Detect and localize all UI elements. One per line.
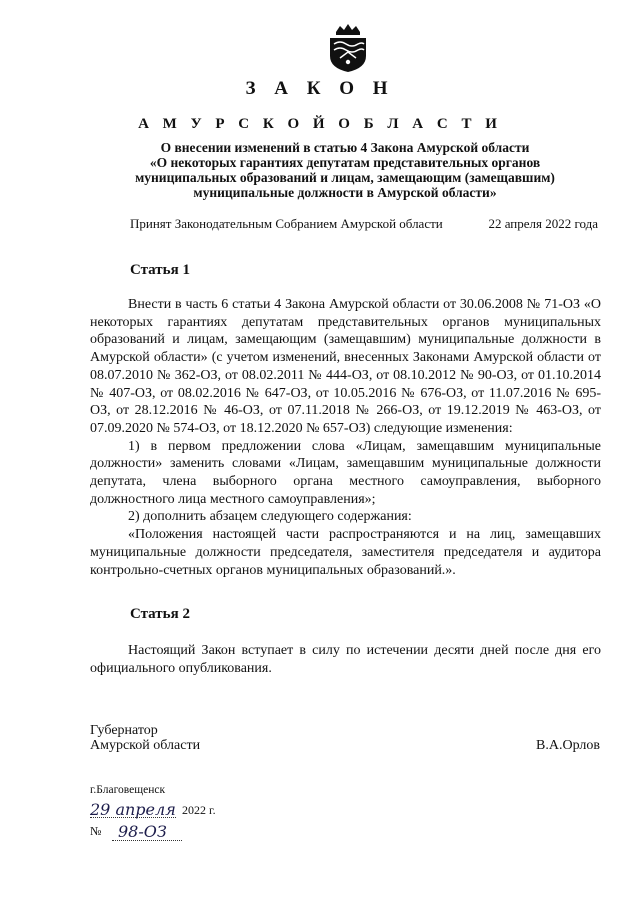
article-1-paragraph: 2) дополнить абзацем следующего содержания:	[128, 509, 412, 525]
coat-of-arms-icon	[326, 22, 370, 74]
handwritten-date: 29 апреля	[90, 800, 176, 819]
signing-year: 2022 г.	[182, 803, 216, 817]
adopted-date: 22 апреля 2022 года	[488, 216, 598, 231]
subject-line: муниципальные должности в Амурской области»	[193, 185, 497, 200]
signing-place: г.Благовещенск	[90, 784, 166, 796]
signing-date	[90, 800, 240, 822]
article-1-paragraph: «Положения настоящей части распространяются и на лиц, замещавших муниципальные должности председателя, заместителя председателя и аудитора контрольно-счетных органов муниципальных образований.».	[90, 527, 601, 578]
handwritten-number: 98-ОЗ	[118, 822, 167, 841]
article-2-heading: Статья 2	[130, 606, 190, 622]
law-number	[90, 822, 240, 846]
subject-line: «О некоторых гарантиях депутатам представительных органов	[149, 155, 541, 170]
adopted-by: Принят Законодательным Собранием Амурской области	[130, 216, 443, 231]
law-subject	[90, 140, 600, 200]
signer-position-line: Амурской области	[90, 738, 201, 753]
article-1-body	[90, 296, 601, 579]
signer-name: В.А.Орлов	[536, 738, 600, 753]
article-2-paragraph: Настоящий Закон вступает в силу по истечении десяти дней после дня его официального опубликования.	[90, 643, 601, 676]
article-1-heading: Статья 1	[130, 262, 190, 278]
subject-line: муниципальных образований и лицам, замещающим (замещавшим)	[135, 170, 555, 185]
article-1-paragraph: 1) в первом предложении слова «Лицам, замещавшим муниципальные должности» заменить словами «Лицам, замещавшим муниципальные должности депутата, члена выборного органа местного самоуправления, выборного должностного лица местного самоуправления»;	[90, 438, 601, 507]
signer-position-line: Губернатор	[90, 723, 158, 738]
article-1-paragraph: Внести в часть 6 статьи 4 Закона Амурской области от 30.06.2008 № 71-ОЗ «О некоторых гарантиях депутатам представительных органов муниципальных образований и лицам, замещающим (замещавшим) муниципальные должности в Амурской области» (с учетом изменений, внесенных Законами Амурской области от 08.07.2010 № 362-ОЗ, от 08.02.2011 № 444-ОЗ, от 08.10.2012 № 90-ОЗ, от 01.10.2014 № 407-ОЗ, от 08.02.2016 № 647-ОЗ, от 10.05.2016 № 676-ОЗ, от 11.07.2016 № 695-ОЗ, от 28.12.2016 № 46-ОЗ, от 07.11.2018 № 266-ОЗ, от 19.12.2019 № 463-ОЗ, от 07.09.2020 № 574-ОЗ, от 18.12.2020 № 657-ОЗ) следующие изменения:	[90, 297, 601, 436]
signer-position	[90, 723, 200, 753]
document-title: З А К О Н	[245, 78, 395, 99]
date-underline	[90, 817, 176, 818]
article-2-body	[90, 642, 601, 677]
subject-line: О внесении изменений в статью 4 Закона Амурской области	[160, 140, 530, 155]
number-sign: №	[90, 824, 102, 838]
region-title: А М У Р С К О Й О Б Л А С Т И	[138, 116, 502, 132]
